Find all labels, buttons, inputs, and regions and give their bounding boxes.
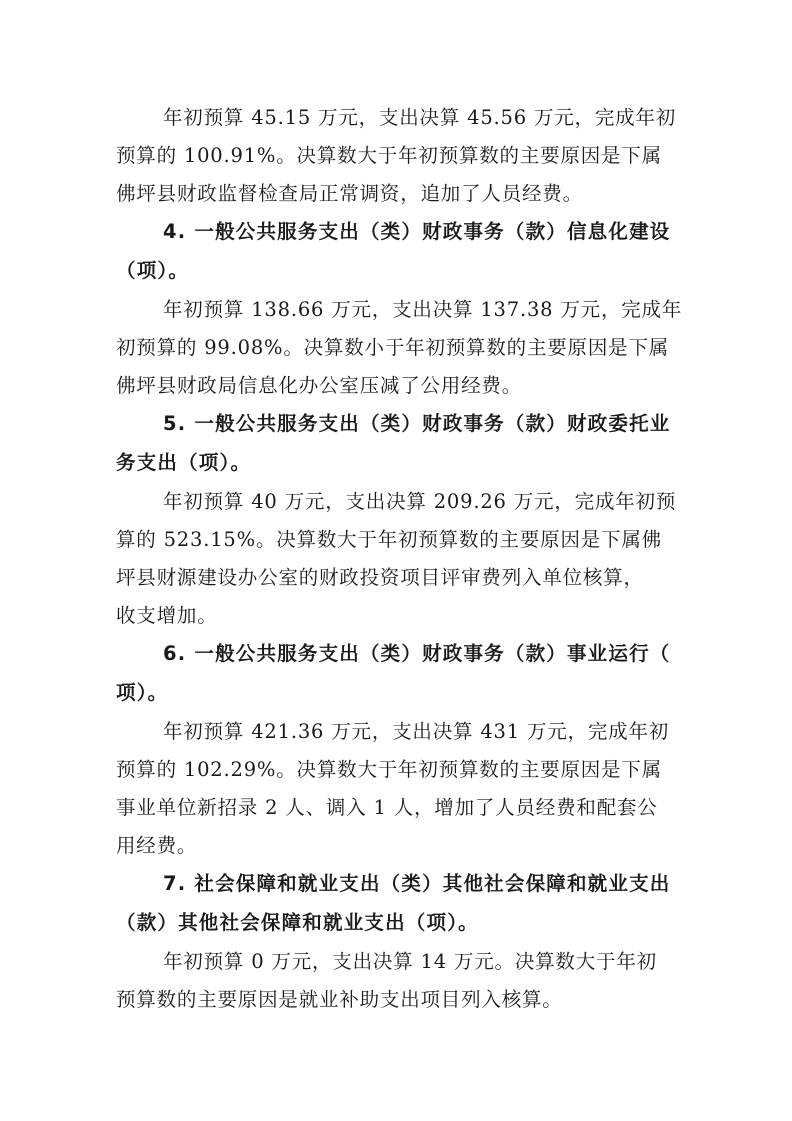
body-line: 年初预算 45.15 万元，支出决算 45.56 万元，完成年初 xyxy=(163,106,677,129)
section-heading-4: （项）。 xyxy=(116,259,190,282)
body-line: 事业单位新招录 2 人、调入 1 人，增加了人员经费和配套公 xyxy=(116,796,658,819)
body-line: 用经费。 xyxy=(116,834,198,857)
section-heading-7: （款）其他社会保障和就业支出（项）。 xyxy=(116,911,479,934)
body-line: 年初预算 138.66 万元，支出决算 137.38 万元，完成年 xyxy=(163,298,683,321)
body-line: 佛坪县财政监督检查局正常调资，追加了人员经费。 xyxy=(116,182,583,205)
body-line: 算的 523.15%。决算数大于年初预算数的主要原因是下属佛 xyxy=(116,528,662,551)
section-heading-6: 6. 一般公共服务支出（类）财政事务（款）事业运行（ xyxy=(163,642,671,665)
body-line: 初预算的 99.08%。决算数小于年初预算数的主要原因是下属 xyxy=(116,336,670,359)
section-heading-7: 7. 社会保障和就业支出（类）其他社会保障和就业支出 xyxy=(163,872,671,895)
body-line: 坪县财源建设办公室的财政投资项目评审费列入单位核算， xyxy=(116,566,644,589)
section-heading-5: 务支出（项）。 xyxy=(116,451,252,474)
section-heading-5: 5. 一般公共服务支出（类）财政事务（款）财政委托业 xyxy=(163,412,671,435)
body-line: 预算的 100.91%。决算数大于年初预算数的主要原因是下属 xyxy=(116,144,662,167)
body-line: 年初预算 0 万元，支出决算 14 万元。决算数大于年初 xyxy=(163,950,657,973)
body-line: 佛坪县财政局信息化办公室压减了公用经费。 xyxy=(116,374,523,397)
section-heading-6: 项）。 xyxy=(116,681,169,704)
body-line: 收支增加。 xyxy=(116,604,218,627)
body-line: 预算数的主要原因是就业补助支出项目列入核算。 xyxy=(116,988,563,1011)
section-heading-4: 4. 一般公共服务支出（类）财政事务（款）信息化建设 xyxy=(163,220,671,243)
body-line: 预算的 102.29%。决算数大于年初预算数的主要原因是下属 xyxy=(116,758,662,781)
body-line: 年初预算 40 万元，支出决算 209.26 万元，完成年初预 xyxy=(163,490,677,513)
body-line: 年初预算 421.36 万元，支出决算 431 万元，完成年初 xyxy=(163,720,670,743)
